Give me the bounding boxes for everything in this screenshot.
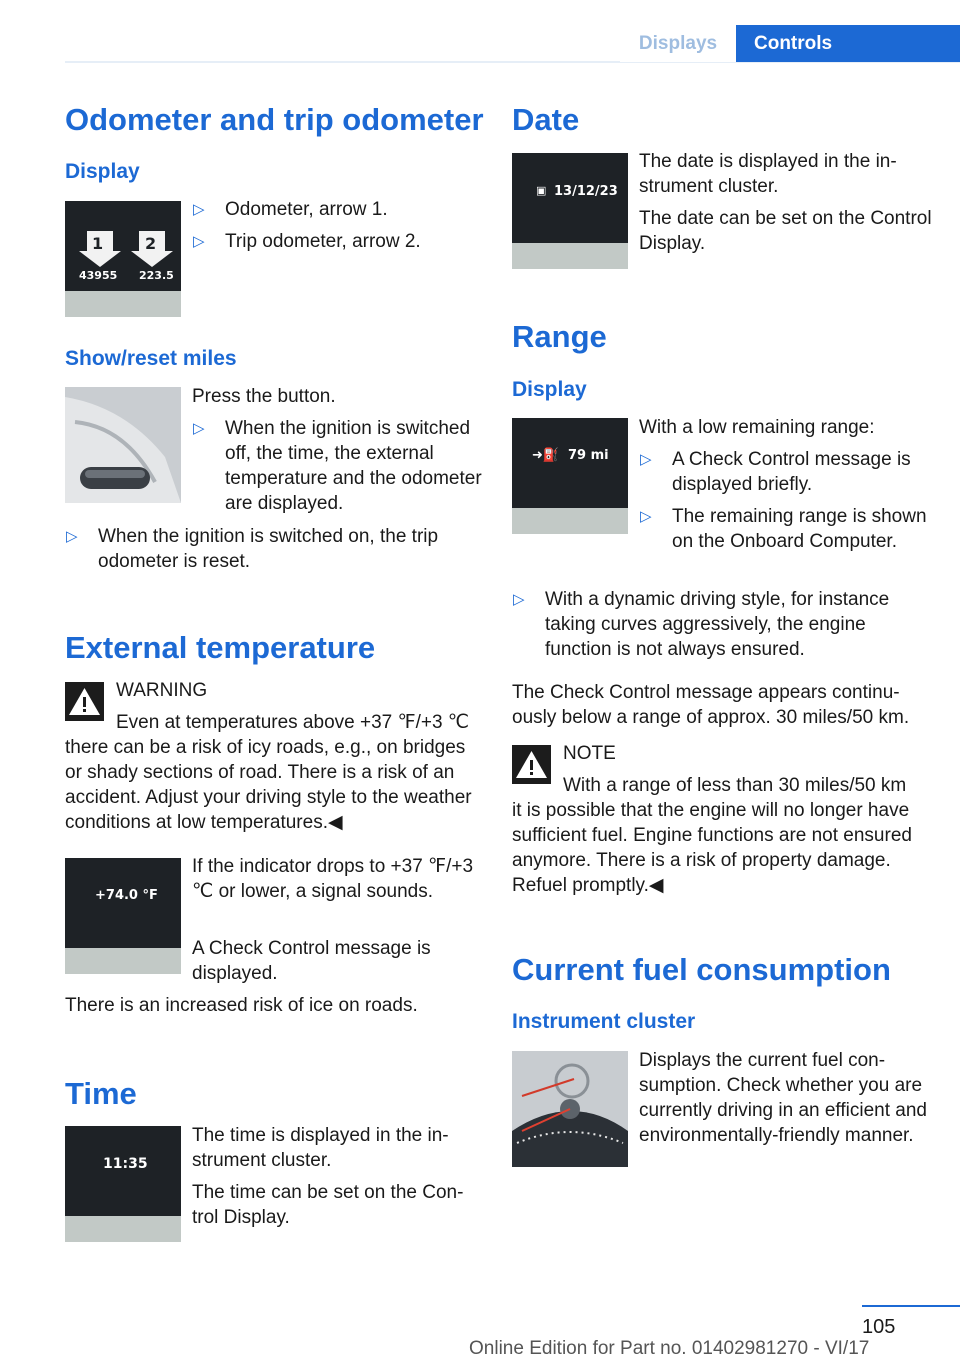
range-title: Range (512, 319, 607, 354)
warning-label: WARNING (116, 680, 208, 701)
list-item: ▷ When the ignition is switched off, the time, the external temperature and the odometer are displayed. (193, 418, 482, 514)
temp-text-1: If the indicator drops to +37 ℉/+3 ℃ or lower, a signal sounds. (192, 856, 474, 902)
range-image (512, 418, 628, 534)
range-text: The Check Control message appears continuously below a range of approx. 30 miles/50 km. (512, 682, 910, 728)
list-item: ▷ With a dynamic driving style, for instance taking curves aggressively, the engine function is not always ensured. (513, 589, 890, 660)
time-value: 11:35 (103, 1156, 148, 1172)
tab-controls[interactable]: Controls (736, 25, 960, 62)
list-item: ▷ Odometer, arrow 1. (193, 199, 388, 220)
trip-odometer-value: 223.5 (139, 269, 174, 282)
reset-button-icon (65, 387, 181, 503)
show-reset-intro: Press the button. (192, 386, 336, 407)
odometer-image (65, 201, 181, 317)
range-intro: With a low remaining range: (639, 417, 875, 438)
show-reset-heading: Show/reset miles (65, 347, 237, 370)
time-title: Time (65, 1076, 137, 1111)
note-label: NOTE (563, 743, 616, 764)
fuel-title: Current fuel consumption (512, 952, 891, 987)
edition-note: Online Edition for Part no. 01402981270 - VI/17 (469, 1338, 870, 1359)
time-text-2: The time can be set on the Control Display. (192, 1182, 464, 1228)
note-text: it is possible that the engine will no longer have sufficient fuel. Engine functions are not ensured anymore. There is a risk of property damage. Refuel promptly.◀ (512, 800, 912, 896)
time-image (65, 1126, 181, 1242)
temp-text-3: There is an increased risk of ice on roads. (65, 995, 418, 1016)
external-temp-title: External temperature (65, 630, 376, 665)
arrow-2-label: 2 (145, 234, 157, 253)
page-number: 105 (862, 1316, 896, 1338)
odometer-display-heading: Display (65, 160, 140, 183)
date-image (512, 153, 628, 269)
temperature-value: +74.0 °F (95, 888, 158, 903)
image-bar (65, 291, 181, 317)
temp-text-2: A Check Control message is displayed. (192, 938, 431, 984)
fuel-gauge-icon (512, 1051, 628, 1167)
warning-text: there can be a risk of icy roads, e.g., on bridges or shady sections of road. There is a risk of an accident. Adjust your driving style to the weather conditions at low temperatures.◀ (65, 737, 472, 833)
warning-line1: Even at temperatures above +37 ℉/+3 ℃ (116, 712, 470, 733)
date-title: Date (512, 102, 580, 137)
reset-button-image (65, 387, 181, 503)
date-text-1: The date is displayed in the instrument cluster. (639, 151, 897, 197)
date-value: 13/12/23 (554, 184, 618, 199)
warning-icon (65, 682, 104, 721)
fuel-gauge-image (512, 1051, 628, 1167)
odometer-value: 43955 (79, 269, 118, 282)
warning-icon (512, 745, 551, 784)
fuel-text: Displays the current fuel consumption. Check whether you are currently driving in an efficient and environmentally-friendly manner. (639, 1050, 927, 1146)
list-item: ▷ Trip odometer, arrow 2. (193, 231, 421, 252)
fuel-pump-icon: ➜⛽ (532, 448, 560, 463)
arrow-1-label: 1 (92, 234, 104, 253)
tab-displays[interactable]: Displays (620, 25, 736, 62)
note-line1: With a range of less than 30 miles/50 km (563, 775, 907, 796)
footer-rule (862, 1305, 960, 1307)
temperature-image (65, 858, 181, 974)
calendar-icon: ▣ (536, 184, 547, 197)
fuel-heading: Instrument cluster (512, 1010, 696, 1033)
list-item: ▷ The remaining range is shown on the Onboard Computer. (640, 506, 927, 552)
range-value: 79 mi (568, 448, 609, 463)
odometer-title: Odometer and trip odometer (65, 102, 484, 137)
date-text-2: The date can be set on the Control Display. (639, 208, 932, 254)
time-text-1: The time is displayed in the instrument cluster. (192, 1125, 449, 1171)
list-item: ▷ When the ignition is switched on, the trip odometer is reset. (66, 526, 439, 572)
range-display-heading: Display (512, 378, 587, 401)
list-item: ▷ A Check Control message is displayed briefly. (640, 449, 911, 495)
